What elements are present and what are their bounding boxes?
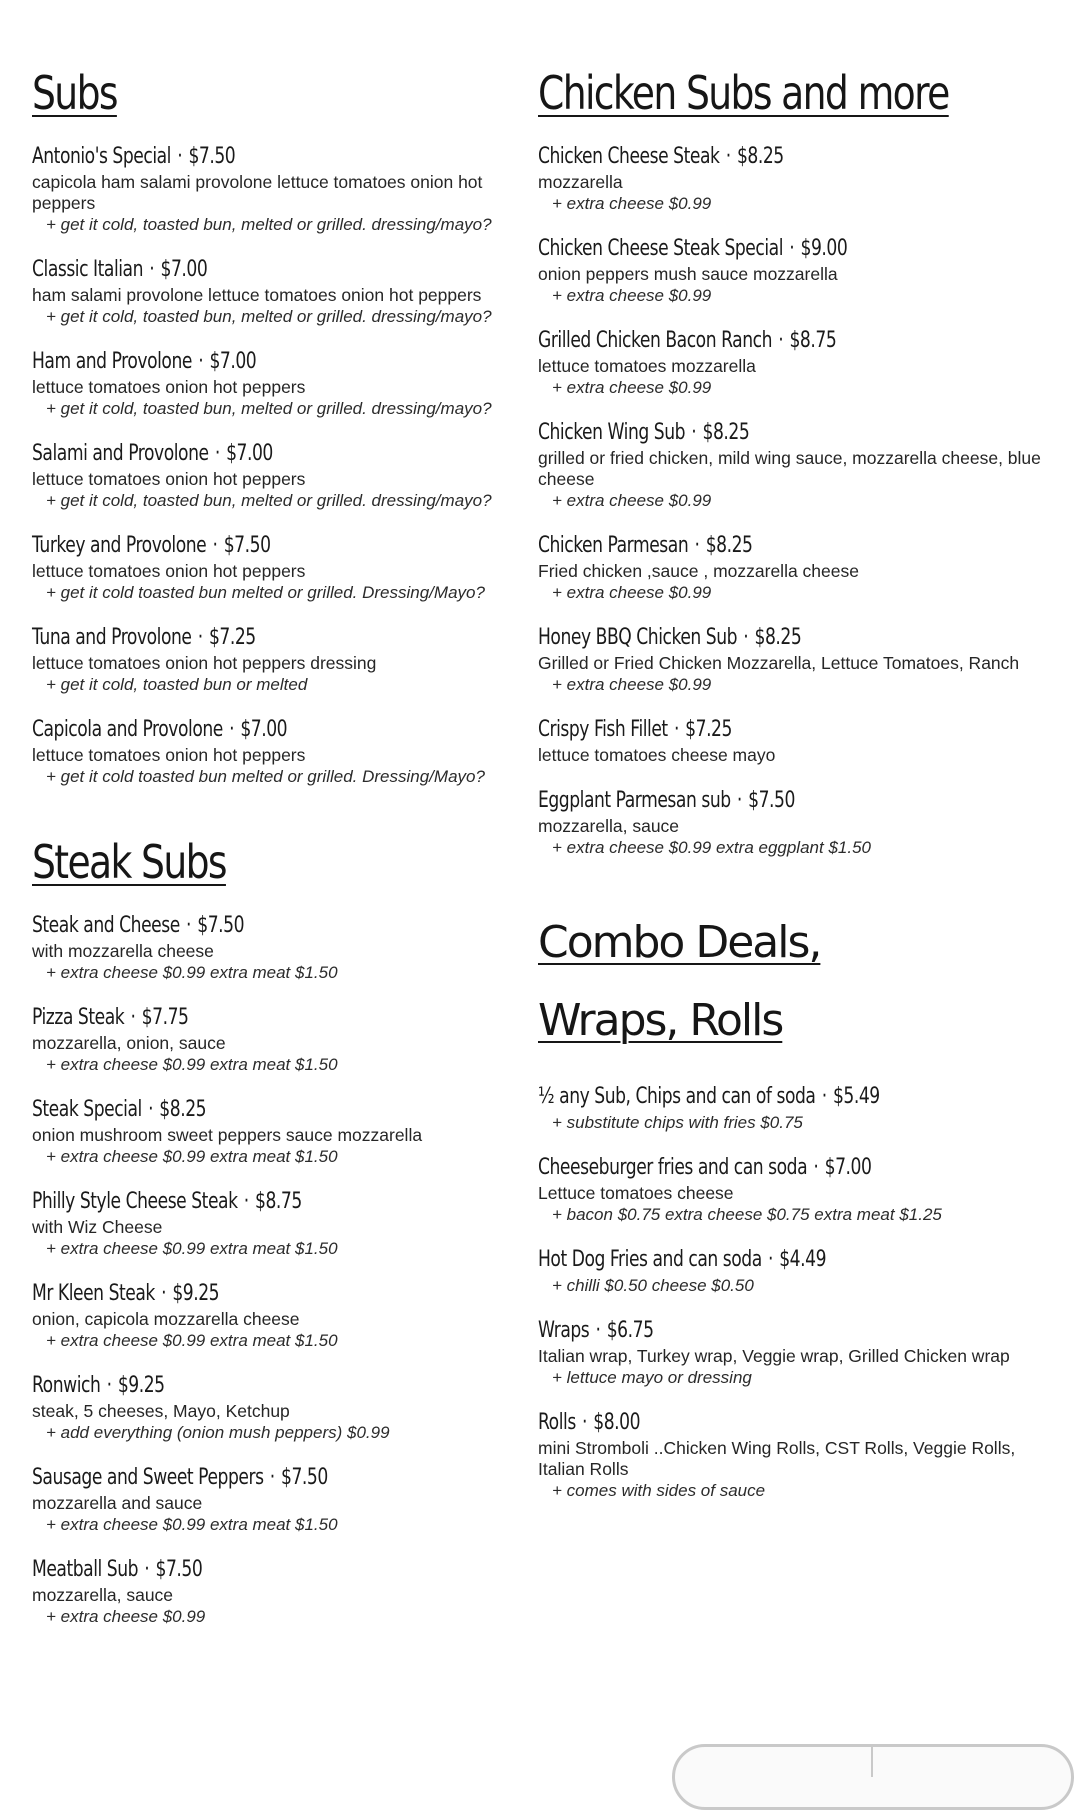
menu-item-description: mozzarella, sauce xyxy=(538,816,680,836)
menu-item xyxy=(538,623,1058,695)
menu-item-note: + extra cheese $0.99 xyxy=(552,675,712,694)
menu-item xyxy=(538,1316,1058,1388)
menu-item-name: Steak and Cheese xyxy=(32,913,180,938)
menu-item-name: Rolls xyxy=(538,1410,576,1435)
menu-item-price: $7.50 xyxy=(748,788,795,813)
separator-dot: · xyxy=(778,328,784,353)
menu-item xyxy=(538,786,1058,858)
menu-item-description: lettuce tomatoes onion hot peppers xyxy=(32,469,306,489)
menu-item xyxy=(538,1408,1058,1501)
chicken-subs-list xyxy=(538,142,1058,858)
menu-item xyxy=(538,326,1058,398)
menu-item-price: $7.50 xyxy=(155,1557,203,1582)
menu-item-price: $7.75 xyxy=(141,1005,189,1030)
menu-item xyxy=(32,531,502,603)
menu-item-note: + bacon $0.75 extra cheese $0.75 extra meat $1.25 xyxy=(552,1205,942,1224)
menu-item-name: Steak Special xyxy=(32,1097,142,1122)
menu-item-description: with mozzarella cheese xyxy=(32,941,214,961)
menu-item-note: + add everything (onion mush peppers) $0.99 xyxy=(46,1423,390,1442)
menu-item-note: + lettuce mayo or dressing xyxy=(552,1368,752,1387)
menu-item-description: Italian wrap, Turkey wrap, Veggie wrap, Grilled Chicken wrap xyxy=(538,1346,1010,1366)
menu-item-note: + comes with sides of sauce xyxy=(552,1481,766,1500)
menu-item-note: + get it cold toasted bun melted or grilled. Dressing/Mayo? xyxy=(46,583,485,602)
menu-item-description: lettuce tomatoes onion hot peppers dressing xyxy=(32,653,377,673)
menu-item xyxy=(538,418,1058,511)
right-column xyxy=(538,66,1058,1521)
menu-item-name: Meatball Sub xyxy=(32,1557,139,1582)
menu-item-header xyxy=(32,1279,399,1309)
menu-item-note: + extra cheese $0.99 extra meat $1.50 xyxy=(46,1055,338,1074)
menu-item-description: lettuce tomatoes onion hot peppers xyxy=(32,745,306,765)
menu-item-name: Tuna and Provolone xyxy=(32,625,192,650)
subs-section-title: Subs xyxy=(32,66,117,120)
menu-item xyxy=(32,255,502,327)
menu-item-header xyxy=(538,1082,944,1112)
menu-item xyxy=(32,142,502,235)
menu-item-name: Antonio's Special xyxy=(32,144,171,169)
menu-item-price: $7.50 xyxy=(223,533,271,558)
menu-item xyxy=(32,1095,502,1167)
menu-item-description: mozzarella xyxy=(538,172,623,192)
menu-item-description: onion mushroom sweet peppers sauce mozzarella xyxy=(32,1125,423,1145)
separator-dot: · xyxy=(130,1005,136,1030)
menu-item-note: + get it cold, toasted bun, melted or grilled. dressing/mayo? xyxy=(46,215,492,234)
menu-item-note: + get it cold toasted bun melted or grilled. Dressing/Mayo? xyxy=(46,767,485,786)
menu-item-name: Capicola and Provolone xyxy=(32,717,223,742)
menu-item-header xyxy=(32,1371,399,1401)
menu-item-price: $8.25 xyxy=(736,144,784,169)
menu-item-name: Chicken Parmesan xyxy=(538,533,689,558)
separator-dot: · xyxy=(186,913,192,938)
menu-item-description: capicola ham salami provolone lettuce tomatoes onion hot peppers xyxy=(32,172,483,213)
menu-item-price: $7.00 xyxy=(226,441,273,466)
menu-item-name: Mr Kleen Steak xyxy=(32,1281,155,1306)
menu-item-price: $7.50 xyxy=(188,144,236,169)
separator-dot: · xyxy=(197,625,203,650)
menu-item-price: $7.00 xyxy=(160,257,208,282)
separator-dot: · xyxy=(144,1557,150,1582)
menu-item-note: + get it cold, toasted bun, melted or grilled. dressing/mayo? xyxy=(46,307,492,326)
menu-item-name: Cheeseburger fries and can soda xyxy=(538,1155,808,1180)
separator-dot: · xyxy=(582,1410,588,1435)
menu-item xyxy=(32,1279,502,1351)
button-divider xyxy=(871,1747,873,1777)
menu-item-price: $8.00 xyxy=(593,1410,641,1435)
separator-dot: · xyxy=(177,144,183,169)
combo-list xyxy=(538,1082,1058,1501)
menu-item-header xyxy=(538,1245,944,1275)
menu-item xyxy=(32,1187,502,1259)
menu-item-note: + extra cheese $0.99 xyxy=(552,491,712,510)
separator-dot: · xyxy=(673,717,679,742)
menu-item xyxy=(32,347,502,419)
menu-item-note: + extra cheese $0.99 extra meat $1.50 xyxy=(46,1147,338,1166)
separator-dot: · xyxy=(694,533,700,558)
menu-item-header xyxy=(538,531,944,561)
menu-item-description: lettuce tomatoes cheese mayo xyxy=(538,745,776,765)
menu-item-note: + extra cheese $0.99 extra meat $1.50 xyxy=(46,1239,338,1258)
menu-item-price: $8.25 xyxy=(754,625,802,650)
menu-item-description: lettuce tomatoes onion hot peppers xyxy=(32,561,306,581)
menu-item-header xyxy=(538,142,944,172)
menu-item-price: $8.25 xyxy=(702,420,750,445)
left-column xyxy=(32,66,502,1647)
menu-item-header xyxy=(32,531,399,561)
menu-item-header xyxy=(32,439,399,469)
menu-item-price: $7.00 xyxy=(209,349,257,374)
menu-item-name: Hot Dog Fries and can soda xyxy=(538,1247,762,1272)
menu-item-name: Ham and Provolone xyxy=(32,349,192,374)
menu-item-header xyxy=(32,255,399,285)
menu-item xyxy=(32,1371,502,1443)
combo-section-title: Combo Deals, Wraps, Rolls xyxy=(538,917,821,1046)
separator-dot: · xyxy=(148,1097,154,1122)
menu-item-header xyxy=(32,1003,399,1033)
menu-item-price: $8.25 xyxy=(159,1097,207,1122)
menu-item-name: Crispy Fish Fillet xyxy=(538,717,668,742)
menu-item-name: Pizza Steak xyxy=(32,1005,125,1030)
menu-item-description: onion, capicola mozzarella cheese xyxy=(32,1309,300,1329)
menu-item-note: + substitute chips with fries $0.75 xyxy=(552,1113,803,1132)
menu-item-header xyxy=(32,1463,399,1493)
menu-item-price: $7.00 xyxy=(240,717,288,742)
menu-item-price: $6.75 xyxy=(606,1318,654,1343)
separator-dot: · xyxy=(743,625,749,650)
separator-dot: · xyxy=(106,1373,112,1398)
menu-item-note: + get it cold, toasted bun, melted or grilled. dressing/mayo? xyxy=(46,491,492,510)
menu-item-header xyxy=(538,418,944,448)
menu-item xyxy=(538,234,1058,306)
menu-item-header xyxy=(538,715,944,745)
menu-item-name: Eggplant Parmesan sub xyxy=(538,788,731,813)
menu-item-header xyxy=(32,911,399,941)
menu-item xyxy=(32,1555,502,1627)
separator-dot: · xyxy=(229,717,235,742)
menu-item-price: $4.49 xyxy=(779,1247,827,1272)
menu-item xyxy=(32,623,502,695)
menu-item-name: Chicken Cheese Steak xyxy=(538,144,720,169)
menu-item-header xyxy=(32,1095,399,1125)
floating-action-button[interactable] xyxy=(672,1744,1074,1810)
separator-dot: · xyxy=(725,144,731,169)
subs-list xyxy=(32,142,502,787)
menu-item-note: + extra cheese $0.99 extra eggplant $1.50 xyxy=(552,838,871,857)
menu-item-name: Ronwich xyxy=(32,1373,101,1398)
chicken-subs-section-title: Chicken Subs and more xyxy=(538,66,949,120)
separator-dot: · xyxy=(691,420,697,445)
separator-dot: · xyxy=(243,1189,249,1214)
menu-item-price: $5.49 xyxy=(832,1084,880,1109)
menu-item-price: $8.75 xyxy=(255,1189,302,1214)
menu-item-description: with Wiz Cheese xyxy=(32,1217,163,1237)
separator-dot: · xyxy=(161,1281,167,1306)
menu-item-header xyxy=(538,1316,944,1346)
menu-item xyxy=(538,531,1058,603)
menu-item xyxy=(538,715,1058,766)
menu-item-header xyxy=(32,1555,399,1585)
menu-item-description: lettuce tomatoes onion hot peppers xyxy=(32,377,306,397)
menu-item-description: Lettuce tomatoes cheese xyxy=(538,1183,734,1203)
menu-item-description: mozzarella, onion, sauce xyxy=(32,1033,226,1053)
menu-item-header xyxy=(32,623,399,653)
menu-item-note: + extra cheese $0.99 xyxy=(46,1607,206,1626)
menu-item-name: Sausage and Sweet Peppers xyxy=(32,1465,264,1490)
menu-item-header xyxy=(538,326,944,356)
menu-item-price: $7.50 xyxy=(197,913,245,938)
menu-item-header xyxy=(538,623,944,653)
separator-dot: · xyxy=(212,533,218,558)
menu-item-description: Grilled or Fried Chicken Mozzarella, Lettuce Tomatoes, Ranch xyxy=(538,653,1020,673)
menu-item-header xyxy=(32,142,399,172)
menu-item-price: $9.25 xyxy=(172,1281,220,1306)
menu-item-note: + extra cheese $0.99 extra meat $1.50 xyxy=(46,963,338,982)
menu-item-header xyxy=(538,1408,944,1438)
menu-item-price: $8.25 xyxy=(705,533,753,558)
menu-item xyxy=(538,1245,1058,1296)
menu-item-description: Fried chicken ,sauce , mozzarella cheese xyxy=(538,561,859,581)
menu-item-description: ham salami provolone lettuce tomatoes onion hot peppers xyxy=(32,285,482,305)
menu-item-description: mini Stromboli ..Chicken Wing Rolls, CST Rolls, Veggie Rolls, Italian Rolls xyxy=(538,1438,1016,1479)
menu-item xyxy=(32,911,502,983)
menu-item xyxy=(32,1003,502,1075)
menu-item-description: steak, 5 cheeses, Mayo, Ketchup xyxy=(32,1401,290,1421)
menu-item-header xyxy=(32,347,399,377)
menu-item-note: + extra cheese $0.99 xyxy=(552,286,712,305)
menu-item-name: ½ any Sub, Chips and can of soda xyxy=(538,1084,816,1109)
menu-item-note: + extra cheese $0.99 xyxy=(552,378,712,397)
menu-item-note: + get it cold, toasted bun or melted xyxy=(46,675,308,694)
menu-item xyxy=(538,1082,1058,1133)
menu-item-price: $7.25 xyxy=(208,625,256,650)
menu-item-name: Turkey and Provolone xyxy=(32,533,207,558)
menu-item xyxy=(32,439,502,511)
steak-subs-section-title: Steak Subs xyxy=(32,835,226,889)
menu-item-note: + extra cheese $0.99 extra meat $1.50 xyxy=(46,1515,338,1534)
separator-dot: · xyxy=(736,788,742,813)
menu-item-name: Grilled Chicken Bacon Ranch xyxy=(538,328,772,353)
menu-item-name: Classic Italian xyxy=(32,257,144,282)
menu-item-note: + extra cheese $0.99 xyxy=(552,583,712,602)
separator-dot: · xyxy=(767,1247,773,1272)
separator-dot: · xyxy=(198,349,204,374)
menu-item xyxy=(32,1463,502,1535)
separator-dot: · xyxy=(813,1155,819,1180)
menu-item-note: + extra cheese $0.99 extra meat $1.50 xyxy=(46,1331,338,1350)
menu-item xyxy=(538,1153,1058,1225)
menu-item-note: + chilli $0.50 cheese $0.50 xyxy=(552,1276,754,1295)
menu-item-name: Philly Style Cheese Steak xyxy=(32,1189,238,1214)
menu-item-description: mozzarella and sauce xyxy=(32,1493,203,1513)
menu-item-description: lettuce tomatoes mozzarella xyxy=(538,356,756,376)
menu-item-name: Salami and Provolone xyxy=(32,441,209,466)
separator-dot: · xyxy=(821,1084,827,1109)
menu-item-description: onion peppers mush sauce mozzarella xyxy=(538,264,838,284)
menu-item-name: Chicken Wing Sub xyxy=(538,420,686,445)
menu-item-header xyxy=(538,786,944,816)
menu-item-note: + get it cold, toasted bun, melted or grilled. dressing/mayo? xyxy=(46,399,492,418)
menu-item-name: Honey BBQ Chicken Sub xyxy=(538,625,738,650)
menu-item-name: Chicken Cheese Steak Special xyxy=(538,236,784,261)
menu-item-header xyxy=(32,715,399,745)
menu-item-price: $9.00 xyxy=(800,236,848,261)
menu-item-header xyxy=(32,1187,399,1217)
menu-item-price: $7.00 xyxy=(824,1155,872,1180)
menu-item-header xyxy=(538,234,944,264)
separator-dot: · xyxy=(269,1465,275,1490)
menu-item xyxy=(538,142,1058,214)
menu-item-price: $7.50 xyxy=(281,1465,328,1490)
menu-item-price: $9.25 xyxy=(117,1373,165,1398)
steak-subs-list xyxy=(32,911,502,1627)
menu-item-price: $7.25 xyxy=(685,717,732,742)
separator-dot: · xyxy=(149,257,155,282)
menu-item xyxy=(32,715,502,787)
separator-dot: · xyxy=(789,236,795,261)
separator-dot: · xyxy=(595,1318,601,1343)
menu-item-header xyxy=(538,1153,944,1183)
menu-item-price: $8.75 xyxy=(789,328,837,353)
menu-item-description: grilled or fried chicken, mild wing sauce, mozzarella cheese, blue cheese xyxy=(538,448,1041,489)
menu-item-description: mozzarella, sauce xyxy=(32,1585,174,1605)
menu-item-name: Wraps xyxy=(538,1318,590,1343)
menu-item-note: + extra cheese $0.99 xyxy=(552,194,712,213)
separator-dot: · xyxy=(214,441,220,466)
